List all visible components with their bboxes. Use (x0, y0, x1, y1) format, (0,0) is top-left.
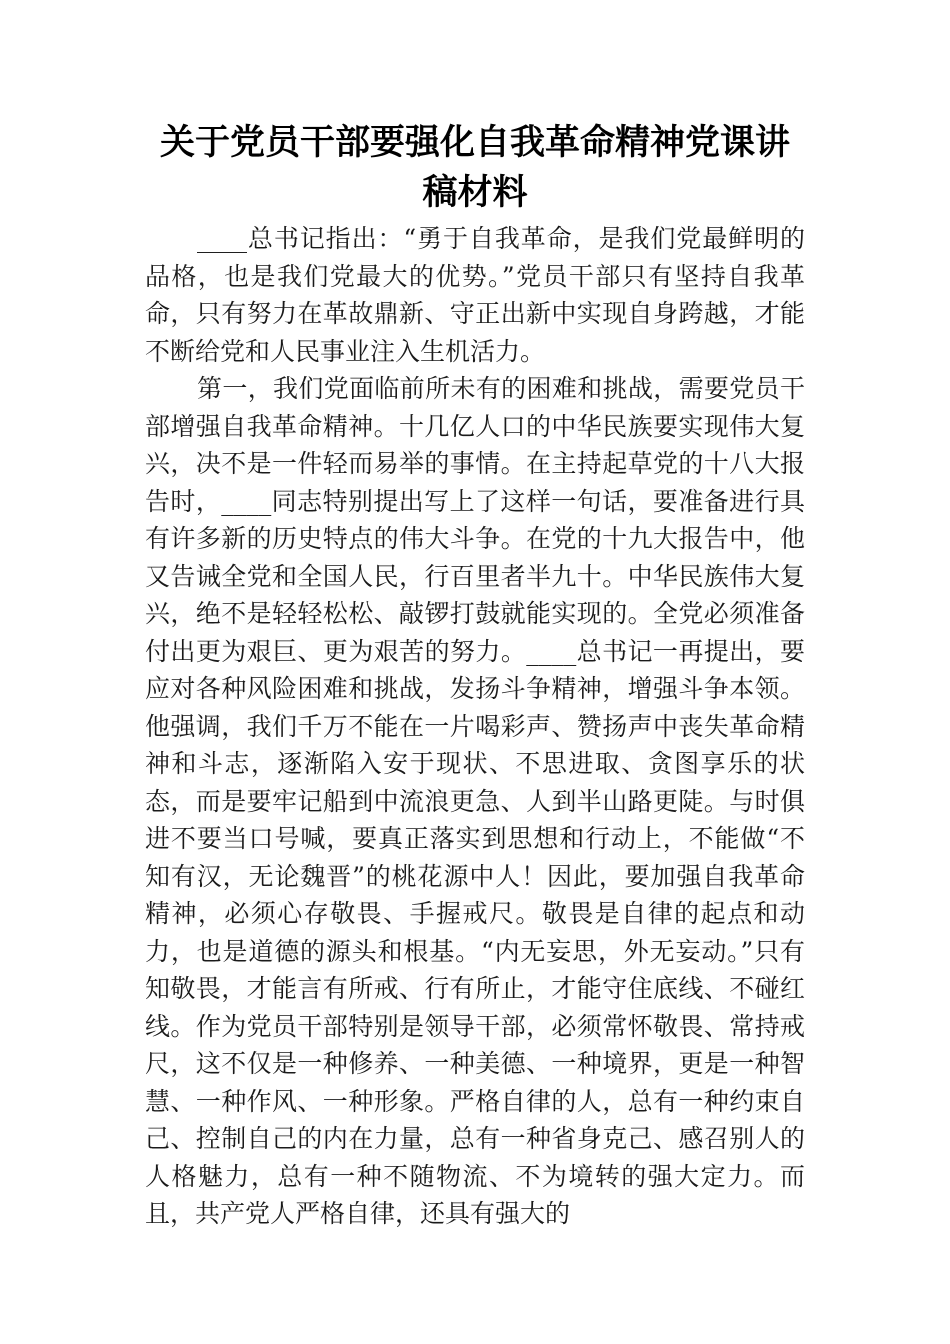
document-body (145, 220, 805, 1233)
paragraph-intro: ____总书记指出：“勇于自我革命，是我们党最鲜明的品格，也是我们党最大的优势。”党员干部只有坚持自我革命，只有努力在革故鼎新、守正出新中实现自身跨越，才能不断给党和人民事业注入生机活力。 (145, 224, 805, 366)
document-title: 关于党员干部要强化自我革命精神党课讲稿材料 (159, 123, 790, 213)
paragraph-first-point: 第一，我们党面临前所未有的困难和挑战，需要党员干部增强自我革命精神。十几亿人口的中华民族要实现伟大复兴，决不是一件轻而易举的事情。在主持起草党的十八大报告时，____同志特别提出写上了这样一句话，要准备进行具有许多新的历史特点的伟大斗争。在党的十九大报告中，他又告诫全党和全国人民，行百里者半九十。中华民族伟大复兴，绝不是轻轻松松、敲锣打鼓就能实现的。全党必须准备付出更为艰巨、更为艰苦的努力。____总书记一再提出，要应对各种风险困难和挑战，发扬斗争精神，增强斗争本领。他强调，我们千万不能在一片喝彩声、赞扬声中丧失革命精神和斗志，逐渐陷入安于现状、不思进取、贪图享乐的状态，而是要牢记船到中流浪更急、人到半山路更陡。与时俱进不要当口号喊，要真正落实到思想和行动上，不能做“不知有汉，无论魏晋”的桃花源中人！因此，要加强自我革命精神，必须心存敬畏、手握戒尺。敬畏是自律的起点和动力，也是道德的源头和根基。“内无妄思，外无妄动。”只有知敬畏，才能言有所戒、行有所止，才能守住底线、不碰红线。作为党员干部特别是领导干部，必须常怀敬畏、常持戒尺，这不仅是一种修养、一种美德、一种境界，更是一种智慧、一种作风、一种形象。严格自律的人，总有一种约束自己、控制自己的内在力量，总有一种省身克己、感召别人的人格魅力，总有一种不随物流、不为境转的强大定力。而且，共产党人严格自律，还具有强大的 (145, 374, 805, 1228)
